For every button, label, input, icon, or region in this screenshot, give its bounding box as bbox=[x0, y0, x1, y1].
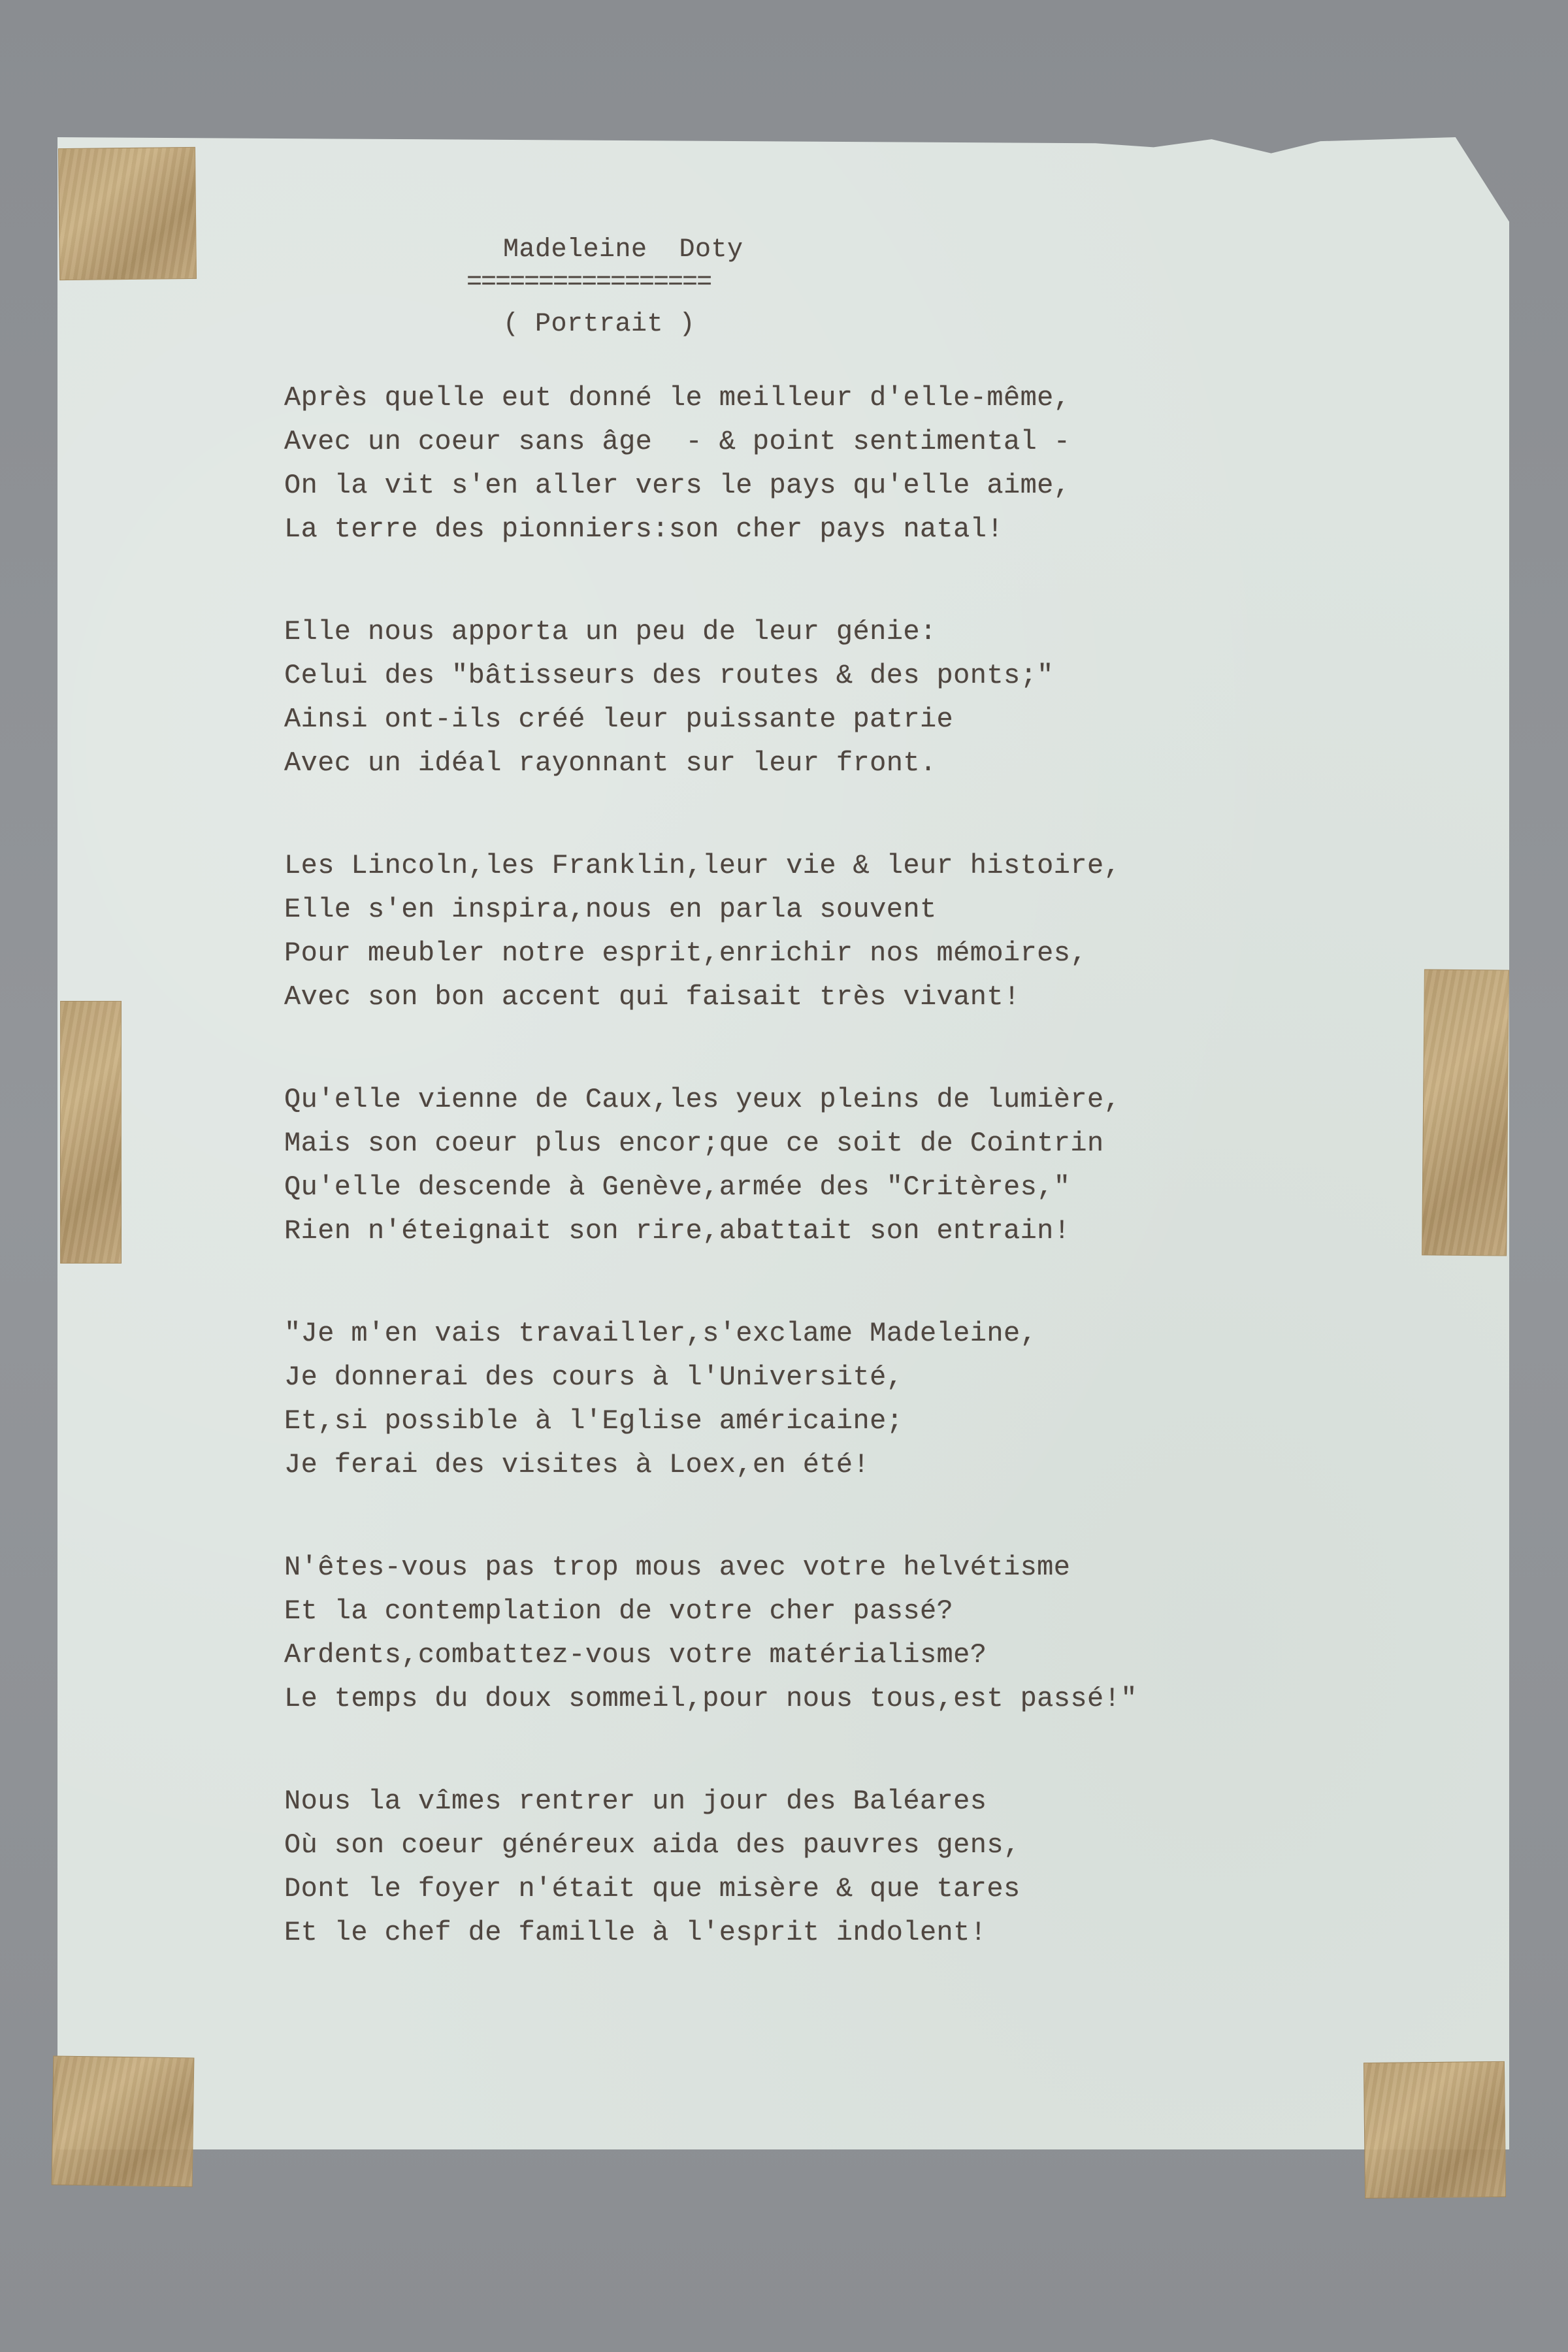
poem-line: Qu'elle descende à Genève,armée des "Critères," bbox=[284, 1171, 1071, 1203]
poem-line: Ardents,combattez-vous votre matérialisme? bbox=[284, 1639, 987, 1671]
poem-line: Elle s'en inspira,nous en parla souvent bbox=[284, 894, 937, 925]
poem-line: Le temps du doux sommeil,pour nous tous,est passé!" bbox=[284, 1683, 1137, 1714]
tape-bottom-right bbox=[1364, 2061, 1506, 2198]
tape-middle-left bbox=[60, 1001, 122, 1264]
poem-line: Je donnerai des cours à l'Université, bbox=[284, 1362, 904, 1393]
poem-line: Et la contemplation de votre cher passé? bbox=[284, 1595, 954, 1627]
poem-line: La terre des pionniers:son cher pays natal! bbox=[284, 514, 1004, 545]
poem-line: Et le chef de famille à l'esprit indolent! bbox=[284, 1917, 987, 1948]
tape-bottom-left bbox=[52, 2056, 195, 2187]
poem-line: Nous la vîmes rentrer un jour des Baléares bbox=[284, 1786, 987, 1817]
poem-line: Avec un coeur sans âge - & point sentimental - bbox=[284, 426, 1071, 457]
poem-line: On la vit s'en aller vers le pays qu'elle aime, bbox=[284, 470, 1071, 501]
poem-line: Dont le foyer n'était que misère & que tares bbox=[284, 1873, 1021, 1904]
stanza-6 bbox=[284, 1546, 1137, 1721]
stanza-5 bbox=[284, 1312, 1137, 1487]
stanza-3 bbox=[284, 844, 1137, 1019]
poem-line: Rien n'éteignait son rire,abattait son entrain! bbox=[284, 1215, 1071, 1247]
poem-line: Avec un idéal rayonnant sur leur front. bbox=[284, 747, 937, 779]
tape-top-left bbox=[58, 147, 197, 280]
poem-line: Avec son bon accent qui faisait très vivant! bbox=[284, 981, 1021, 1013]
stanza-1 bbox=[284, 376, 1137, 551]
title-underline: ================= bbox=[466, 268, 711, 297]
poem-line: Mais son coeur plus encor;que ce soit de Cointrin bbox=[284, 1128, 1104, 1159]
poem-line: Les Lincoln,les Franklin,leur vie & leur histoire, bbox=[284, 850, 1121, 881]
document-title: Madeleine Doty bbox=[503, 235, 743, 265]
poem-line: Je ferai des visites à Loex,en été! bbox=[284, 1449, 870, 1480]
stanza-2 bbox=[284, 610, 1137, 785]
stanza-7 bbox=[284, 1780, 1137, 1955]
poem-line: N'êtes-vous pas trop mous avec votre helvétisme bbox=[284, 1552, 1071, 1583]
document-subtitle: ( Portrait ) bbox=[503, 310, 696, 339]
poem-line: Après quelle eut donné le meilleur d'elle-même, bbox=[284, 382, 1071, 414]
poem-line: Et,si possible à l'Eglise américaine; bbox=[284, 1405, 904, 1437]
tape-middle-right bbox=[1422, 969, 1509, 1256]
poem-line: Ainsi ont-ils créé leur puissante patrie bbox=[284, 704, 954, 735]
poem-line: "Je m'en vais travailler,s'exclame Madeleine, bbox=[284, 1318, 1037, 1349]
poem-line: Où son coeur généreux aida des pauvres gens, bbox=[284, 1829, 1021, 1861]
poem-line: Elle nous apporta un peu de leur génie: bbox=[284, 616, 937, 647]
poem-line: Celui des "bâtisseurs des routes & des ponts;" bbox=[284, 660, 1054, 691]
poem-body bbox=[284, 376, 1137, 1955]
poem-line: Qu'elle vienne de Caux,les yeux pleins de lumière, bbox=[284, 1084, 1121, 1115]
poem-line: Pour meubler notre esprit,enrichir nos mémoires, bbox=[284, 938, 1087, 969]
stanza-4 bbox=[284, 1078, 1137, 1253]
